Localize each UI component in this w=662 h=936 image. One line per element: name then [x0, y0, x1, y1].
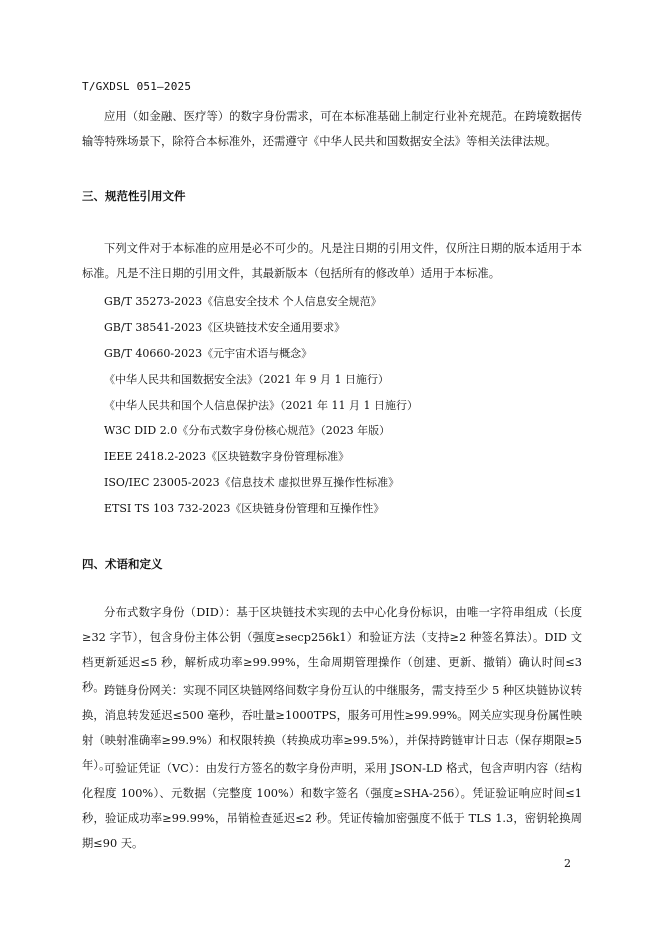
scope-continuation-paragraph: 应用（如金融、医疗等）的数字身份需求，可在本标准基础上制定行业补充规范。在跨境数据传输等特殊场景下，除符合本标准外，还需遵守《中华人民共和国数据安全法》等相关法律法规。 — [82, 110, 582, 148]
reference-item: ISO/IEC 23005-2023《信息技术 虚拟世界互操作性标准》 — [104, 476, 400, 490]
reference-item: ETSI TS 103 732-2023《区块链身份管理和互操作性》 — [104, 502, 385, 516]
term-definition-did: 分布式数字身份（DID）：基于区块链技术实现的去中心化身份标识，由唯一字符串组成（长度≥32 字节），包含身份主体公钥（强度≥secp256k1）和验证方法（支持≥2 种签名算法）。DID 文档更新延迟≤5 秒，解析成功率≥99.99%，生命周期管理操作（创建、更新、撤销）确认时间≤3 秒。 — [82, 606, 582, 694]
term-definition-verifiable-credential: 可验证凭证（VC）：由发行方签名的数字身份声明，采用 JSON-LD 格式，包含声明内容（结构化程度 100%）、元数据（完整度 100%）和数字签名（强度≥SHA-256）。凭证验证响应时间≤1 秒，验证成功率≥99.99%，吊销检查延迟≤2 秒。凭证传输加密强度不低于 TLS 1.3，密钥轮换周期≤90 天。 — [82, 762, 582, 850]
section-4-heading: 四、术语和定义 — [82, 557, 163, 571]
normative-reference-list — [104, 289, 418, 522]
reference-item: 《中华人民共和国个人信息保护法》（2021 年 11 月 1 日施行） — [104, 398, 418, 412]
reference-item: GB/T 40660-2023《元宇宙术语与概念》 — [104, 346, 313, 360]
document-id-header: T/GXDSL 051—2025 — [82, 80, 192, 93]
term-definition-cross-chain-gateway: 跨链身份网关：实现不同区块链网络间数字身份互认的中继服务，需支持至少 5 种区块链协议转换，消息转发延迟≤500 毫秒，吞吐量≥1000TPS，服务可用性≥99.99%。网关应实现身份属性映射（映射准确率≥99.9%）和权限转换（转换成功率≥99.5%），并保持跨链审计日志（保存期限≥5 年）。 — [82, 684, 582, 772]
page-number: 2 — [564, 857, 571, 870]
reference-item: GB/T 35273-2023《信息安全技术 个人信息安全规范》 — [104, 295, 382, 308]
section-3-heading: 三、规范性引用文件 — [82, 189, 186, 203]
reference-item: IEEE 2418.2-2023《区块链数字身份管理标准》 — [104, 450, 350, 464]
reference-item: GB/T 38541-2023《区块链技术安全通用要求》 — [104, 320, 346, 334]
section-3-intro-paragraph: 下列文件对于本标准的应用是必不可少的。凡是注日期的引用文件，仅所注日期的版本适用于本标准。凡是不注日期的引用文件，其最新版本（包括所有的修改单）适用于本标准。 — [82, 242, 582, 280]
reference-item: 《中华人民共和国数据安全法》（2021 年 9 月 1 日施行） — [104, 372, 389, 386]
reference-item: W3C DID 2.0《分布式数字身份核心规范》（2023 年版） — [104, 424, 391, 438]
